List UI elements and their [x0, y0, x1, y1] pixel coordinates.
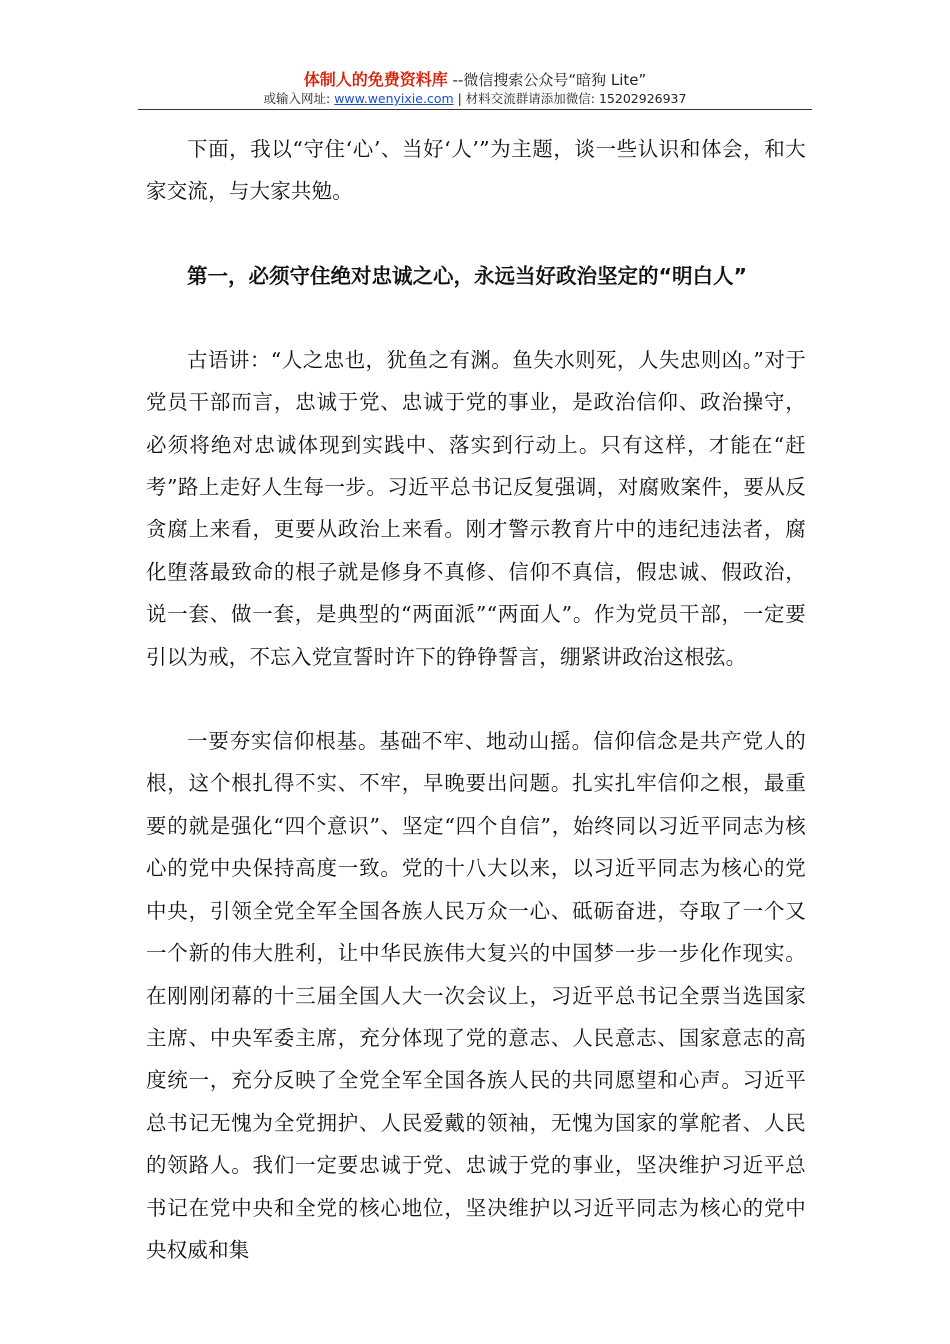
- page-header: [0, 70, 950, 108]
- paragraph-gap: [146, 297, 806, 339]
- paragraph-gap: [146, 678, 806, 720]
- header-contact: | 材料交流群请添加微信: 15202926937: [453, 91, 687, 106]
- header-tagline: --微信搜索公众号“暗狗 Lite”: [447, 71, 647, 89]
- website-link[interactable]: www.wenyixie.com: [334, 91, 454, 106]
- header-title-line: [0, 70, 950, 90]
- header-info-line: [0, 90, 950, 108]
- document-body: [146, 128, 806, 1271]
- brand-title: 体制人的免费资料库: [303, 70, 448, 89]
- body-paragraph-2: 一要夯实信仰根基。基础不牢、地动山摇。信仰信念是共产党人的根，这个根扎得不实、不牢，早晚要出问题。扎实扎牢信仰之根，最重要的就是强化“四个意识”、坚定“四个自信”，始终同以习近平同志为核心的党中央保持高度一致。党的十八大以来，以习近平同志为核心的党中央，引领全党全军全国各族人民万众一心、砥砺奋进，夺取了一个又一个新的伟大胜利，让中华民族伟大复兴的中国梦一步一步化作现实。在刚刚闭幕的十三届全国人大一次会议上，习近平总书记全票当选国家主席、中央军委主席，充分体现了党的意志、人民意志、国家意志的高度统一，充分反映了全党全军全国各族人民的共同愿望和心声。习近平总书记无愧为全党拥护、人民爱戴的领袖，无愧为国家的掌舵者、人民的领路人。我们一定要忠诚于党、忠诚于党的事业，坚决维护习近平总书记在党中央和全党的核心地位，坚决维护以习近平同志为核心的党中央权威和集: [146, 729, 806, 1262]
- intro-paragraph: 下面，我以“守住‘心’、当好‘人’”为主题，谈一些认识和体会，和大家交流，与大家共勉。: [146, 137, 806, 204]
- header-divider: [138, 109, 812, 110]
- header-url-prefix: 或输入网址:: [263, 91, 335, 106]
- paragraph-gap: [146, 213, 806, 255]
- body-paragraph-1: 古语讲：“人之忠也，犹鱼之有渊。鱼失水则死，人失忠则凶。”对于党员干部而言，忠诚于党、忠诚于党的事业，是政治信仰、政治操守，必须将绝对忠诚体现到实践中、落实到行动上。只有这样，才能在“赶考”路上走好人生每一步。习近平总书记反复强调，对腐败案件，要从反贪腐上来看，更要从政治上来看。刚才警示教育片中的违纪违法者，腐化堕落最致命的根子就是修身不真修、信仰不真信，假忠诚、假政治，说一套、做一套，是典型的“两面派”“两面人”。作为党员干部，一定要引以为戒，不忘入党宣誓时许下的铮铮誓言，绷紧讲政治这根弦。: [146, 347, 806, 669]
- section-heading: 第一，必须守住绝对忠诚之心，永远当好政治坚定的“明白人”: [187, 263, 747, 288]
